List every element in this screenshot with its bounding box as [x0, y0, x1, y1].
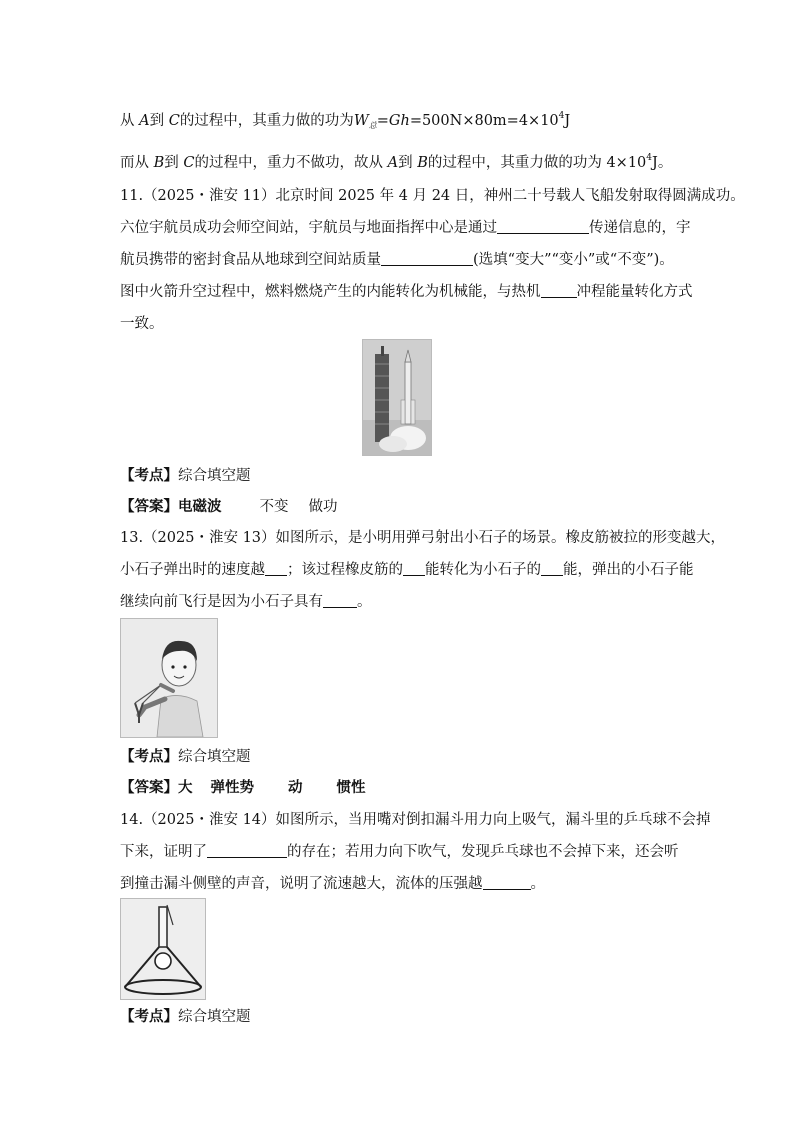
q13-answer: 【答案】大 弹性势 动 惯性 — [120, 779, 366, 796]
blank — [207, 843, 287, 858]
funnel-photo — [120, 898, 206, 1000]
blank — [381, 251, 473, 266]
q11-kaodian: 【考点】综合填空题 — [120, 467, 251, 484]
q14-line-1: 14.（2025・淮安 14）如图所示，当用嘴对倒扣漏斗用力向上吸气，漏斗里的乒乓球不会掉 — [120, 812, 711, 828]
q13-line-3: 继续向前飞行是因为小石子具有 。 — [120, 594, 372, 610]
blank — [323, 593, 357, 608]
work-symbol: $W_总$ — [353, 113, 377, 130]
q11-line-2: 六位宇航员成功会师空间站，宇航员与地面指挥中心是通过 传递信息的，宇 — [120, 220, 691, 236]
rocket-launch-image — [363, 340, 431, 455]
q13-kaodian: 【考点】综合填空题 — [120, 748, 251, 765]
solution-line-1: 从 A到 C的过程中，其重力做的功为$W_总=Gh=500N\times 80m=4\times 10^4J$ — [120, 111, 571, 130]
boy-with-slingshot-image — [121, 619, 217, 737]
q11-line-3: 航员携带的密封食品从地球到空间站质量 (选填“变大”“变小”或“不变”)。 — [120, 252, 674, 268]
blank — [265, 561, 287, 576]
slingshot-photo — [120, 618, 218, 738]
solution-line-2: 而从 B到 C的过程中，重力不做功，故从 A到 B的过程中，其重力做的功为 $4\times 10^4J$。 — [120, 153, 673, 171]
blank — [541, 283, 577, 298]
q13-line-2: 小石子弹出时的速度越 ；该过程橡皮筋的 能转化为小石子的 能，弹出的小石子能 — [120, 562, 694, 578]
q11-answer: 【答案】电磁波 不变 做功 — [120, 498, 338, 515]
q11-line-1: 11.（2025・淮安 11）北京时间 2025 年 4 月 24 日，神州二十号载人飞船发射取得圆满成功。 — [120, 188, 745, 204]
blank — [497, 219, 589, 234]
funnel-with-ping-pong-ball-image — [121, 899, 205, 999]
rocket-launch-photo — [362, 339, 432, 456]
blank — [483, 875, 531, 890]
q14-line-2: 下来，证明了 的存在；若用力向下吹气，发现乒乓球也不会掉下来，还会听 — [120, 844, 679, 860]
q11-line-4: 图中火箭升空过程中，燃料燃烧产生的内能转化为机械能，与热机 冲程能量转化方式 — [120, 284, 693, 300]
blank — [403, 561, 425, 576]
q11-line-5: 一致。 — [120, 316, 164, 332]
q14-kaodian: 【考点】综合填空题 — [120, 1008, 251, 1025]
blank — [541, 561, 563, 576]
q14-line-3: 到撞击漏斗侧壁的声音，说明了流速越大，流体的压强越 。 — [120, 876, 545, 892]
q13-line-1: 13.（2025・淮安 13）如图所示，是小明用弹弓射出小石子的场景。橡皮筋被拉的形变越大， — [120, 530, 726, 546]
